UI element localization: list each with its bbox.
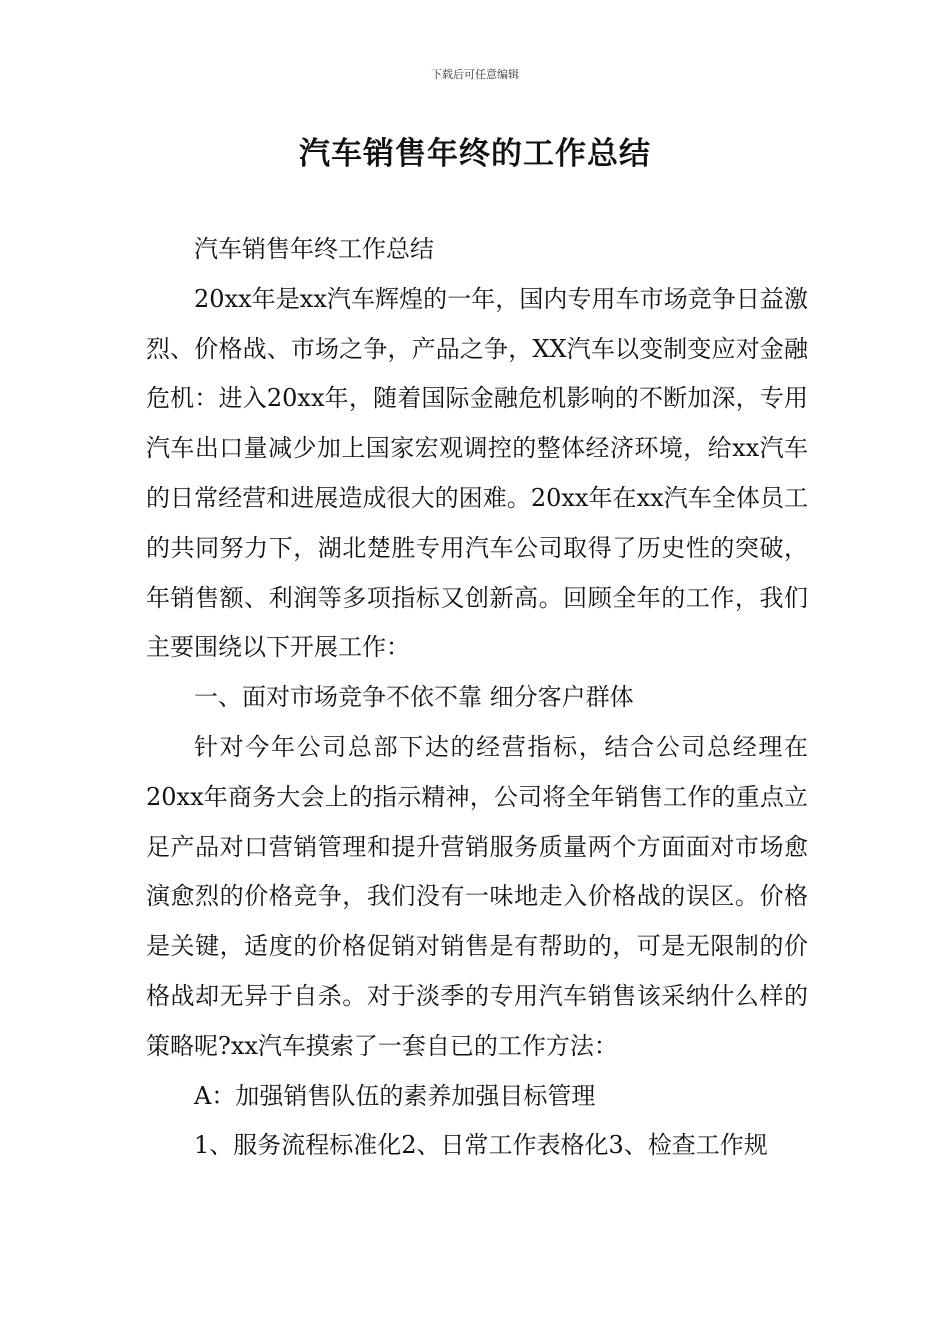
subsection-heading-a: A：加强销售队伍的素养加强目标管理 xyxy=(194,1081,596,1110)
document-title: 汽车销售年终的工作总结 xyxy=(299,136,651,172)
document-body xyxy=(146,225,808,1171)
paragraph-intro: 20xx年是xx汽车辉煌的一年，国内专用车市场竞争日益激烈、价格战、市场之争，产品之争，XX汽车以变制变应对金融危机：进入20xx年，随着国际金融危机影响的不断加深，专用汽车出口量减少加上国家宏观调控的整体经济环境，给xx汽车的日常经营和进展造成很大的困难。20xx年在xx汽车全体员工的共同努力下，湖北楚胜专用汽车公司取得了历史性的突破，年销售额、利润等多项指标又创新高。回顾全年的工作，我们主要围绕以下开展工作： xyxy=(146,284,808,662)
section-heading-1: 一、面对市场竞争不依不靠 细分客户群体 xyxy=(194,683,634,712)
header-note: 下载后可任意编辑 xyxy=(431,68,519,81)
paragraph-subtitle: 汽车销售年终工作总结 xyxy=(194,235,434,263)
paragraph-section-1: 针对今年公司总部下达的经营指标，结合公司总经理在20xx年商务大会上的指示精神，公司将全年销售工作的重点立足产品对口营销管理和提升营销服务质量两个方面面对市场愈演愈烈的价格竞争，我们没有一味地走入价格战的误区。价格是关键，适度的价格促销对销售是有帮助的，可是无限制的价格战却无异于自杀。对于淡季的专用汽车销售该采纳什么样的策略呢?xx汽车摸索了一套自已的工作方法： xyxy=(146,732,808,1060)
paragraph-list-items: 1、服务流程标准化2、日常工作表格化3、检查工作规 xyxy=(194,1131,768,1160)
